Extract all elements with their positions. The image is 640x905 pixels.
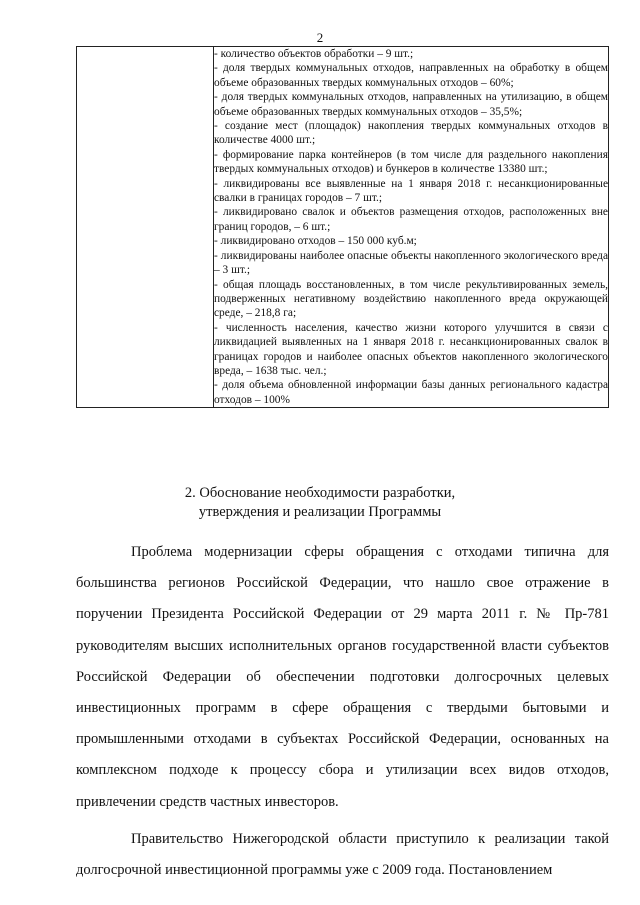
target-item-containers: - формирование парка контейнеров (в том числе для раздельного накопления твердых коммунальных отходов) и бункеров в количестве 13380 шт.; (214, 148, 608, 176)
body-paragraph: Проблема модернизации сферы обращения с отходами типична для большинства регионов Российской Федерации, что нашло свое отражение в поручении Президента Российской Федерации от 29 марта 2011 г. № Пр-781 руководителям высших исполнительных органов государственной власти субъектов Российской Федерации об обеспечении подготовки долгосрочных целевых инвестиционных программ в сфере обращения с твердыми бытовыми и промышленными отходами в субъектах Российской Федерации, основанных на комплексном подходе к процессу сбора и утилизации всех видов отходов, привлечении средств частных инвесторов. (76, 544, 609, 810)
target-item-processing-share: - доля твердых коммунальных отходов, направленных на обработку в общем объеме образованных твердых коммунальных отходов – 60%; (214, 62, 608, 89)
target-item-outside-dumps: - ликвидировано свалок и объектов размещения отходов, расположенных вне границ городов, – 6 шт.; (214, 206, 608, 233)
target-item-population: - численность населения, качество жизни которого улучшится в связи с ликвидацией выявленных на 1 января 2018 г. несанкционированных свалок в границах городов и наиболее опасных объектов накопленного экологического вреда, – 1638 тыс. чел.; (214, 321, 608, 377)
target-item-waste-volume: - ликвидировано отходов – 150 000 куб.м; (214, 235, 417, 248)
target-item-collection-sites: - создание мест (площадок) накопления твердых коммунальных отходов в количестве 4000 шт.; (214, 120, 608, 147)
target-item-utilization-share: - доля твердых коммунальных отходов, направленных на утилизацию, в общем объеме образованных твердых коммунальных отходов – 35,5%; (214, 91, 608, 118)
section-body (76, 537, 609, 886)
target-item-city-dumps: - ликвидированы все выявленные на 1 января 2018 г. несанкционированные свалки в границах городов – 7 шт.; (214, 177, 608, 205)
table-left-cell (77, 47, 214, 408)
table-row (77, 47, 609, 408)
body-paragraph: Правительство Нижегородской области приступило к реализации такой долгосрочной инвестиционной программы уже с 2009 года. Постановлением (76, 830, 609, 879)
section-heading (0, 484, 640, 522)
section-heading-line-1: 2. Обоснование необходимости разработки, (184, 485, 456, 501)
targets-table (76, 46, 609, 408)
target-item-cadastre: - доля объема обновленной информации базы данных регионального кадастра отходов – 100% (214, 379, 608, 406)
page-number: 2 (316, 30, 324, 45)
target-item-hazard-objects: - ликвидированы наиболее опасные объекты накопленного экологического вреда – 3 шт.; (214, 249, 608, 277)
table-right-cell (214, 47, 609, 408)
section-heading-line-2: утверждения и реализации Программы (198, 504, 442, 520)
target-item-objects-count: - количество объектов обработки – 9 шт.; (214, 48, 414, 60)
target-item-restored-land: - общая площадь восстановленных, в том числе рекультивированных земель, подверженных негативному воздействию накопленного вреда окружающей среде, – 218,8 га; (214, 278, 608, 320)
